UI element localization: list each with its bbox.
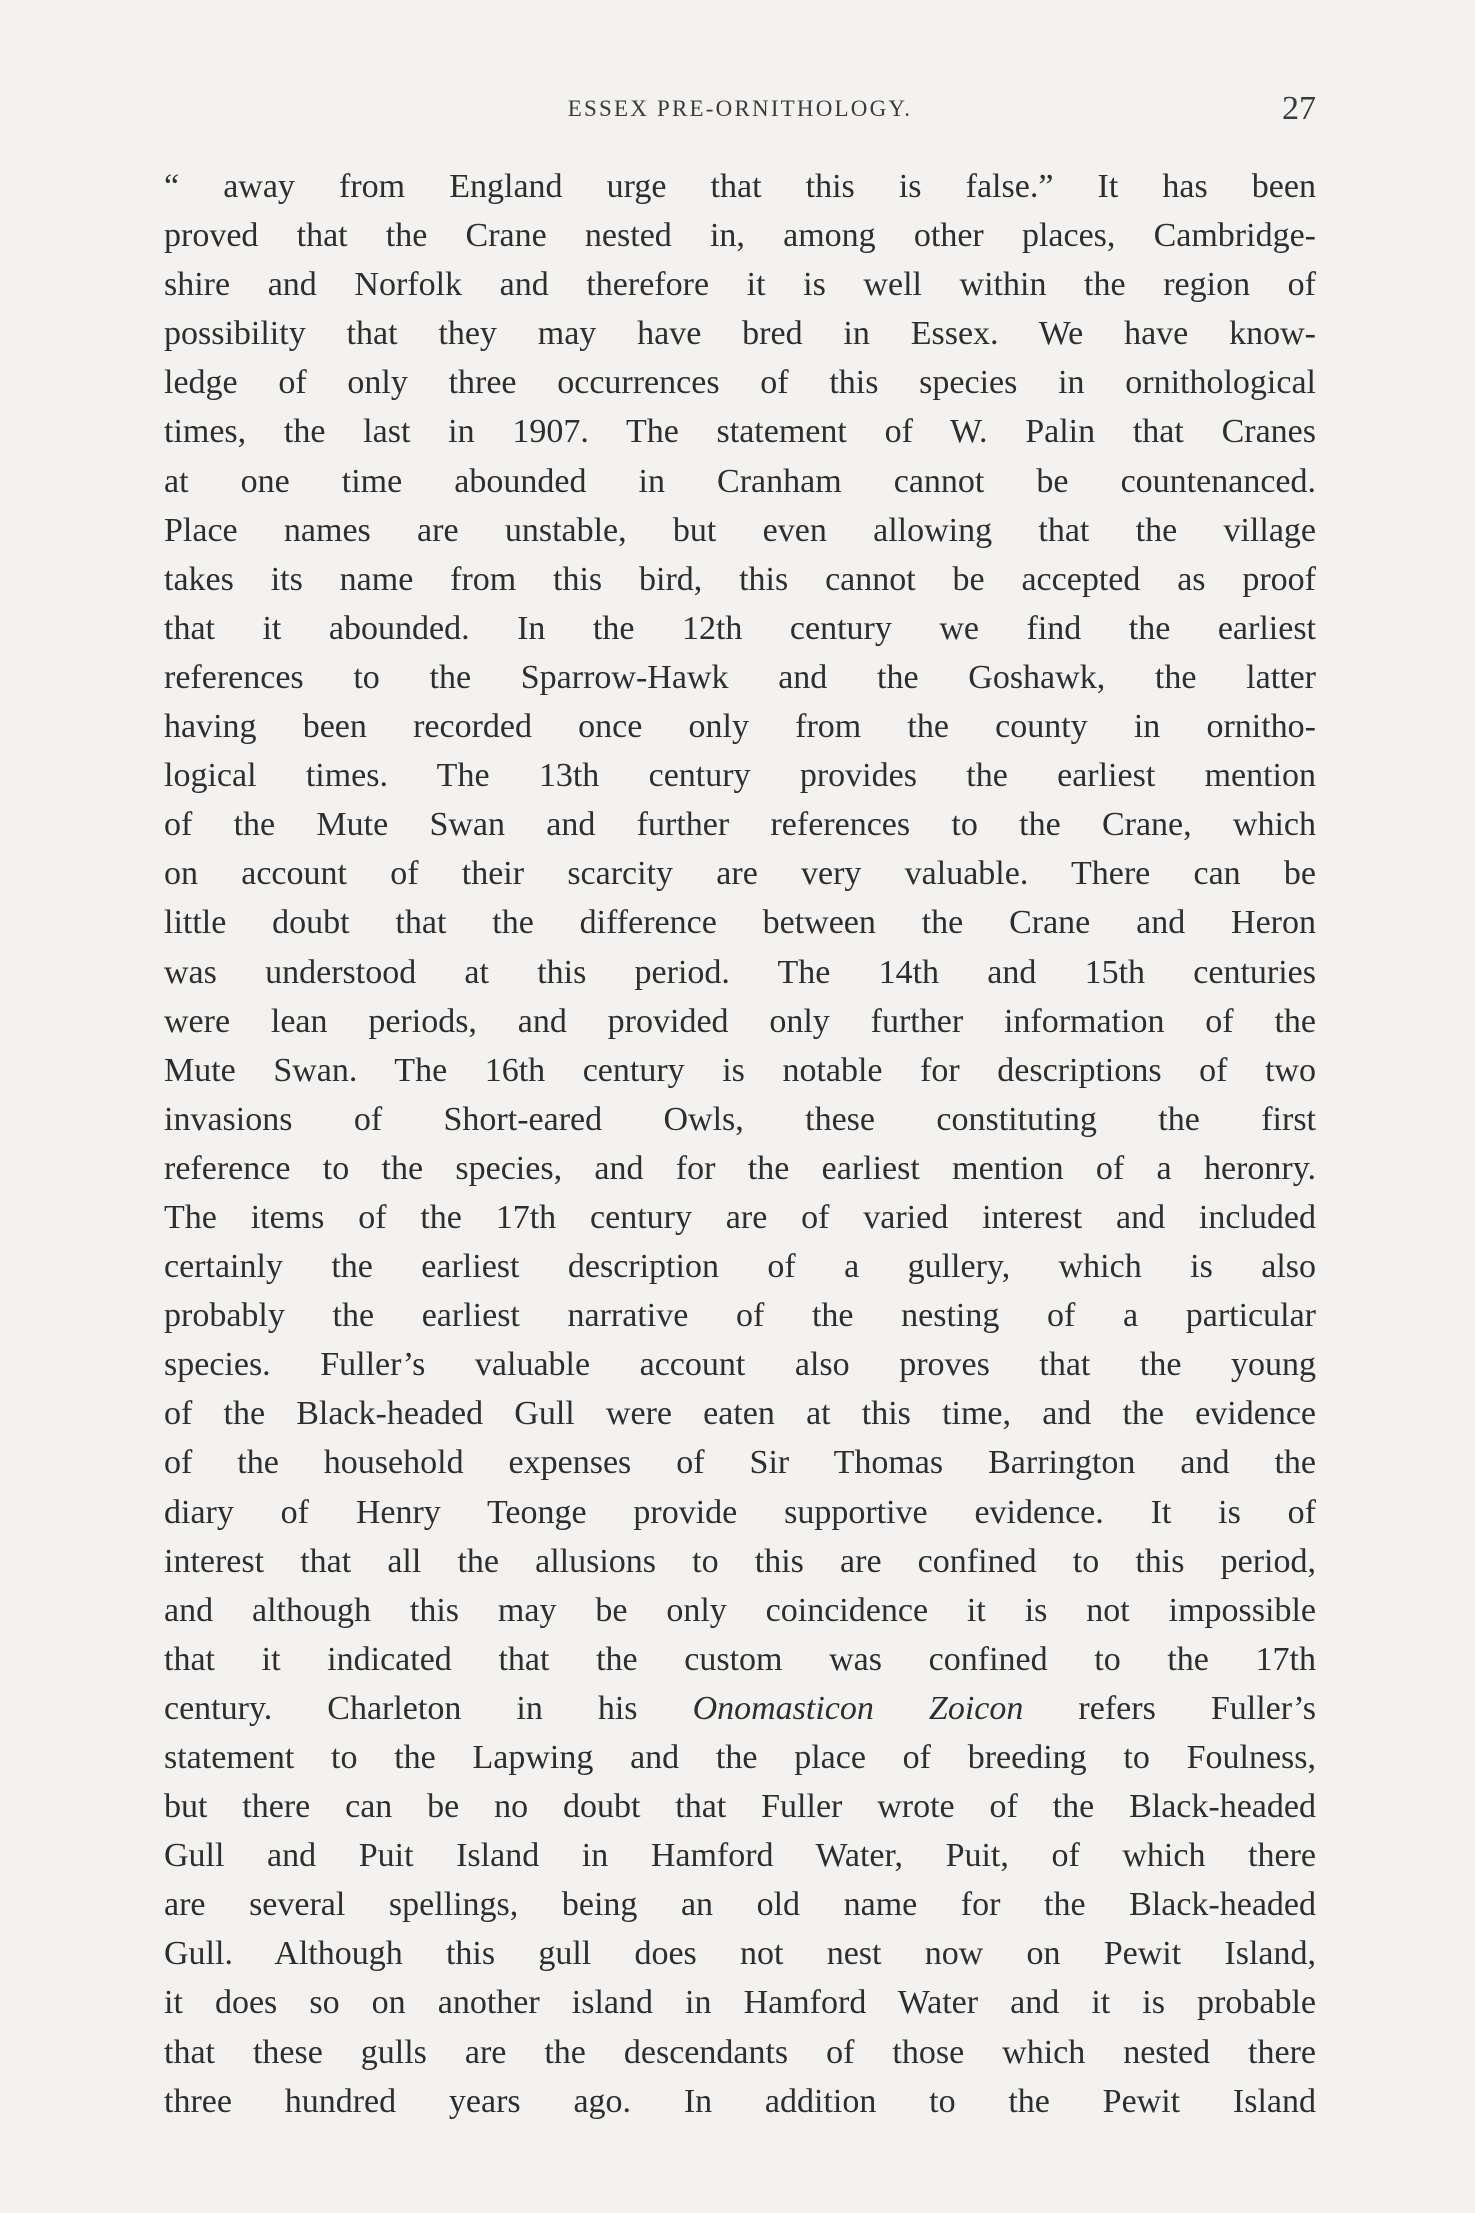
- text-line: Gull. Although this gull does not nest now on Pewit Island,: [164, 1935, 1316, 1973]
- text-line: probably the earliest narrative of the nesting of a particular: [164, 1297, 1316, 1335]
- text-line: takes its name from this bird, this cannot be accepted as proof: [164, 560, 1316, 598]
- page-number: 27: [1282, 90, 1316, 127]
- text-segment: refers Fuller’s: [1023, 1689, 1316, 1727]
- text-line: that it indicated that the custom was confined to the 17th: [164, 1640, 1316, 1678]
- body-text: [164, 162, 1316, 2126]
- text-line: of the Mute Swan and further references to the Crane, which: [164, 806, 1316, 844]
- text-line: were lean periods, and provided only further information of the: [164, 1002, 1316, 1040]
- text-line: are several spellings, being an old name for the Black-headed: [164, 1886, 1316, 1924]
- text-line-with-italic: [164, 1684, 1316, 1733]
- text-line: The items of the 17th century are of varied interest and included: [164, 1198, 1316, 1236]
- text-line: certainly the earliest description of a gullery, which is also: [164, 1248, 1316, 1286]
- running-title: ESSEX PRE-ORNITHOLOGY.: [567, 96, 913, 121]
- text-line: of the Black-headed Gull were eaten at this time, and the evidence: [164, 1395, 1316, 1433]
- running-head: [164, 92, 1316, 136]
- text-line: was understood at this period. The 14th and 15th centuries: [164, 953, 1316, 991]
- text-line: Gull and Puit Island in Hamford Water, Puit, of which there: [164, 1837, 1316, 1875]
- text-line: shire and Norfolk and therefore it is well within the region of: [164, 266, 1316, 304]
- book-title-italic: Onomasticon Zoicon: [692, 1689, 1024, 1727]
- text-line: diary of Henry Teonge provide supportive evidence. It is of: [164, 1493, 1316, 1531]
- text-line: “ away from England urge that this is false.” It has been: [164, 168, 1316, 205]
- text-line: references to the Sparrow-Hawk and the Goshawk, the latter: [164, 658, 1316, 696]
- text-line: Place names are unstable, but even allowing that the village: [164, 511, 1316, 549]
- text-line: little doubt that the difference between the Crane and Heron: [164, 904, 1316, 942]
- text-line: interest that all the allusions to this are confined to this period,: [164, 1542, 1316, 1580]
- text-line: on account of their scarcity are very valuable. There can be: [164, 855, 1316, 893]
- text-line: times, the last in 1907. The statement of W. Palin that Cranes: [164, 413, 1316, 451]
- text-line: statement to the Lapwing and the place of breeding to Foulness,: [164, 1739, 1316, 1776]
- text-line: Mute Swan. The 16th century is notable for descriptions of two: [164, 1051, 1316, 1089]
- text-line: proved that the Crane nested in, among other places, Cambridge-: [164, 217, 1316, 255]
- text-line: invasions of Short-eared Owls, these constituting the first: [164, 1100, 1316, 1138]
- text-line: having been recorded once only from the county in ornitho-: [164, 708, 1316, 746]
- text-line: and although this may be only coincidence it is not impossible: [164, 1591, 1316, 1629]
- text-line: ledge of only three occurrences of this species in ornithological: [164, 364, 1316, 402]
- text-line: possibility that they may have bred in Essex. We have know-: [164, 315, 1316, 353]
- text-line: logical times. The 13th century provides the earliest mention: [164, 757, 1316, 795]
- text-line: of the household expenses of Sir Thomas Barrington and the: [164, 1444, 1316, 1482]
- text-segment: century. Charleton in his: [164, 1689, 693, 1727]
- text-line: three hundred years ago. In addition to the Pewit Island: [164, 2082, 1316, 2120]
- text-line: but there can be no doubt that Fuller wrote of the Black-headed: [164, 1788, 1316, 1826]
- text-line: reference to the species, and for the earliest mention of a heronry.: [164, 1149, 1316, 1187]
- text-line: it does so on another island in Hamford Water and it is probable: [164, 1984, 1316, 2022]
- text-line: at one time abounded in Cranham cannot be countenanced.: [164, 462, 1316, 500]
- text-line: that these gulls are the descendants of those which nested there: [164, 2033, 1316, 2071]
- text-line: species. Fuller’s valuable account also proves that the young: [164, 1346, 1316, 1384]
- text-line: that it abounded. In the 12th century we find the earliest: [164, 609, 1316, 647]
